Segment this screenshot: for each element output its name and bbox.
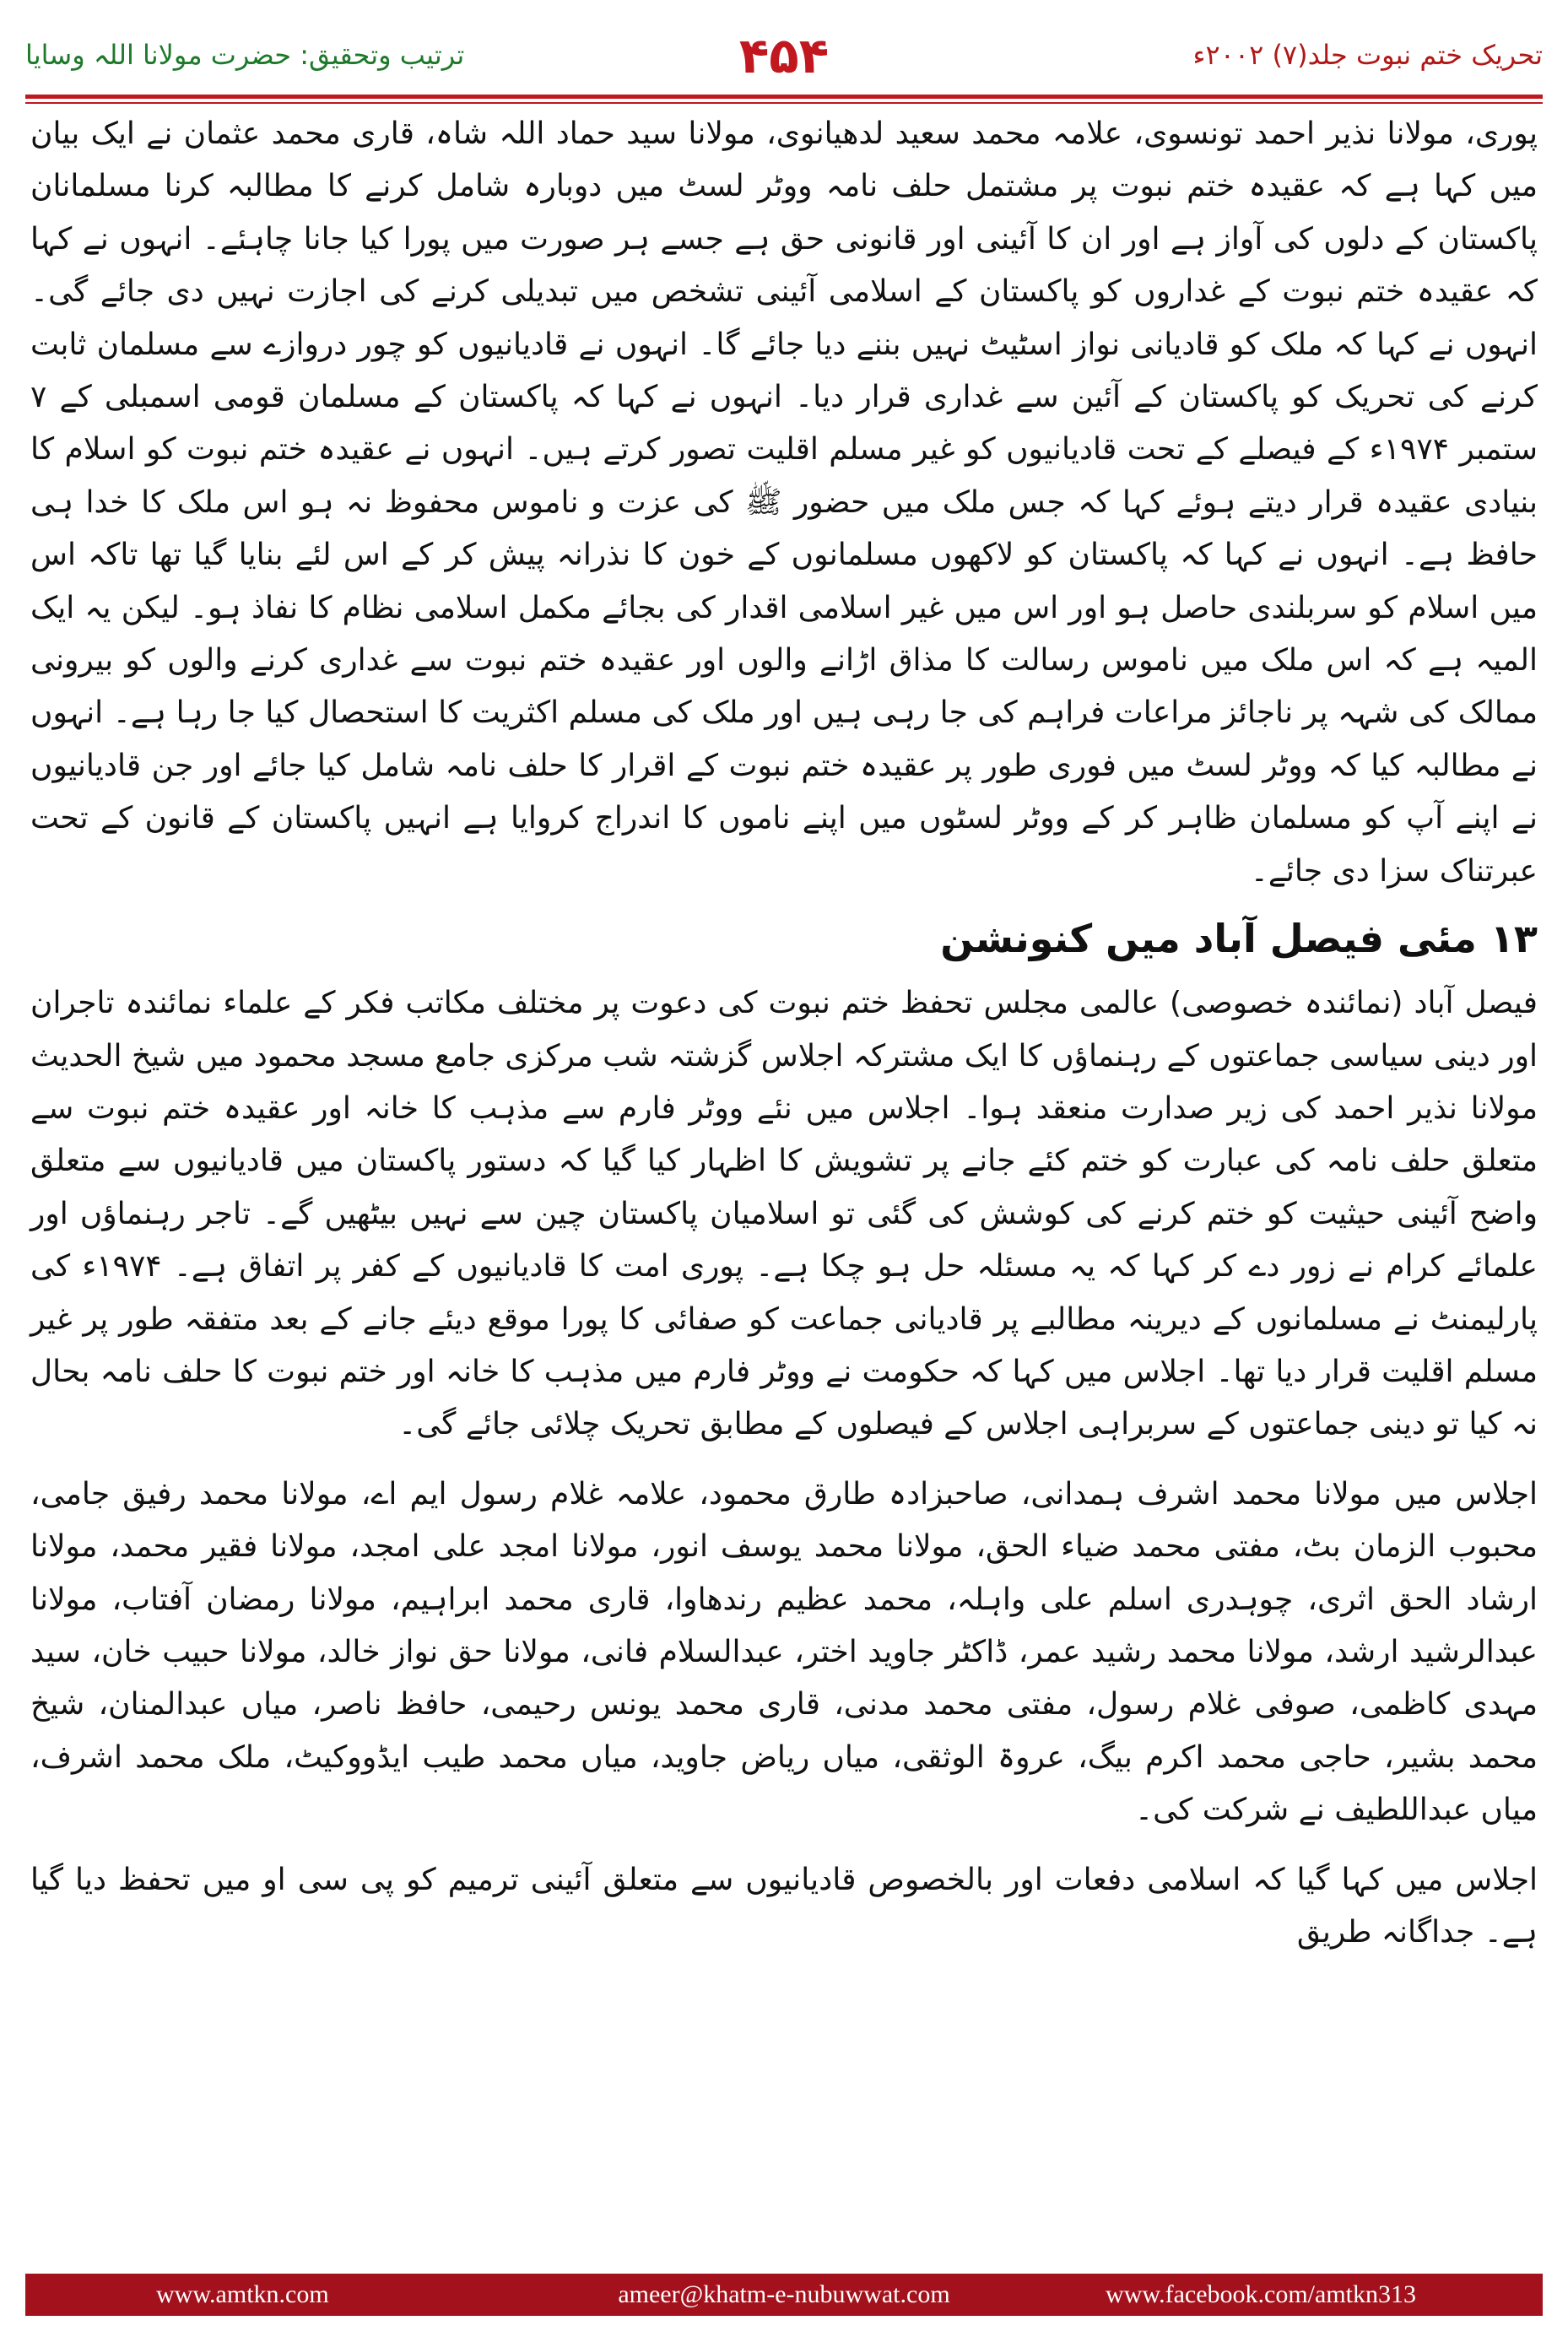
section-heading: ۱۳ مئی فیصل آباد میں کنونشن <box>940 916 1538 962</box>
body-paragraph: فیصل آباد (نمائندہ خصوصی) عالمی مجلس تحفظ ختم نبوت کی دعوت پر مختلف مکاتب فکر کے علماء نمائندہ تاجران اور دینی سیاسی جماعتوں کے رہنماؤں کا ایک مشترکہ اجلاس گزشتہ شب مرکزی جامع مسجد محمود میں شیخ الحدیث مولانا نذیر احمد کی زیر صدارت منعقد ہوا۔ اجلاس میں نئے ووٹر فارم سے مذہب کا خانہ اور عقیدہ ختم نبوت سے متعلق حلف نامہ کی عبارت کو ختم کئے جانے پر تشویش کا اظہار کیا گیا کہ دستور پاکستان میں قادیانیوں سے متعلق واضح آئینی حیثیت کو ختم کرنے کی کوشش کی گئی تو اسلامیان پاکستان چین سے نہیں بیٹھیں گے۔ تاجر رہنماؤں اور علمائے کرام نے زور دے کر کہا کہ یہ مسئلہ حل ہو چکا ہے۔ پوری امت کا قادیانیوں کے کفر پر اتفاق ہے۔ ۱۹۷۴ء کی پارلیمنٹ نے مسلمانوں کے دیرینہ مطالبے پر قادیانی جماعت کو صفائی کا پورا موقع دیئے جانے کے بعد متفقہ طور پر غیر مسلم اقلیت قرار دیا تھا۔ اجلاس میں کہا کہ حکومت نے ووٹر فارم میں مذہب کا خانہ اور ختم نبوت کا حلف نامہ بحال نہ کیا تو دینی جماعتوں کے سربراہی اجلاس کے فیصلوں کے مطابق تحریک چلائی جائے گی۔ <box>30 986 1538 1442</box>
book-title: تحریک ختم نبوت جلد(۷) ۲۰۰۲ء <box>1192 39 1543 71</box>
editor-credit: ترتیب وتحقیق: حضرت مولانا اللہ وسایا <box>25 39 465 71</box>
page-number: ۴۵۴ <box>738 27 830 84</box>
header-divider <box>25 95 1543 99</box>
page-footer <box>25 2274 1543 2316</box>
email-link[interactable]: ameer@khatm-e-nubuwwat.com <box>618 2280 950 2308</box>
body-paragraph: اجلاس میں کہا گیا کہ اسلامی دفعات اور بالخصوص قادیانیوں سے متعلق آئینی ترمیم کو پی سی او میں تحفظ دیا گیا ہے۔ جداگانہ طریق <box>30 1862 1538 1950</box>
website-link[interactable]: www.amtkn.com <box>156 2280 329 2308</box>
header-divider-thin <box>25 102 1543 104</box>
body-paragraph: اجلاس میں مولانا محمد اشرف ہمدانی، صاحبزادہ طارق محمود، علامہ غلام رسول ایم اے، مولانا محمد رفیق جامی، محبوب الزمان بٹ، مفتی محمد ضیاء الحق، مولانا محمد یوسف انور، مولانا امجد علی امجد، مولانا فقیر محمد، مولانا ارشاد الحق اثری، چوہدری اسلم علی واہلہ، محمد عظیم رندھاوا، قاری محمد ابراہیم، مولانا رمضان آفتاب، مولانا عبدالرشید ارشد، مولانا محمد رشید عمر، ڈاکٹر جاوید اختر، عبدالسلام فانی، مولانا حق نواز خالد، مولانا حبیب خان، سید مہدی کاظمی، صوفی غلام رسول، مفتی محمد مدنی، قاری محمد یونس رحیمی، حافظ ناصر، میاں عبدالمنان، شیخ محمد بشیر، حاجی محمد اکرم بیگ، عروۃ الوثقی، میاں ریاض جاوید، میاں محمد طیب ایڈووکیٹ، ملک محمد اشرف، میاں عبداللطیف نے شرکت کی۔ <box>30 1476 1538 1828</box>
page-body <box>30 108 1538 2235</box>
body-paragraph: پوری، مولانا نذیر احمد تونسوی، علامہ محمد سعید لدھیانوی، مولانا سید حماد اللہ شاہ، قاری محمد عثمان نے ایک بیان میں کہا ہے کہ عقیدہ ختم نبوت پر مشتمل حلف نامہ ووٹر لسٹ میں دوبارہ شامل کرنے کا مطالبہ کرنا مسلمانان پاکستان کے دلوں کی آواز ہے اور ان کا آئینی اور قانونی حق ہے جسے ہر صورت میں پورا کیا جانا چاہئے۔ انہوں نے کہا کہ عقیدہ ختم نبوت کے غداروں کو پاکستان کے اسلامی آئینی تشخص میں تبدیلی کرنے کی اجازت نہیں دی جائے گی۔ انہوں نے کہا کہ ملک کو قادیانی نواز اسٹیٹ نہیں بننے دیا جائے گا۔ انہوں نے قادیانیوں کو چور دروازے سے مسلمان ثابت کرنے کی تحریک کو پاکستان کے آئین سے غداری قرار دیا۔ انہوں نے کہا کہ پاکستان کے مسلمان قومی اسمبلی کے ۷ ستمبر ۱۹۷۴ء کے فیصلے کے تحت قادیانیوں کو غیر مسلم اقلیت تصور کرتے ہیں۔ انہوں نے عقیدہ ختم نبوت کو اسلام کا بنیادی عقیدہ قرار دیتے ہوئے کہا کہ جس ملک میں حضور ﷺ کی عزت و ناموس محفوظ نہ ہو اس ملک کا خدا ہی حافظ ہے۔ انہوں نے کہا کہ پاکستان کو لاکھوں مسلمانوں کے خون کا نذرانہ پیش کر کے اس لئے بنایا گیا تھا تاکہ اس میں اسلام کو سربلندی حاصل ہو اور اس میں غیر اسلامی اقدار کی بجائے مکمل اسلامی نظام کا نفاذ ہو۔ لیکن یہ ایک المیہ ہے کہ اس ملک میں ناموس رسالت کا مذاق اڑانے والوں اور عقیدہ ختم نبوت سے غداری کرنے والوں کو بیرونی ممالک کی شہہ پر ناجائز مراعات فراہم کی جا رہی ہیں اور ملک کی مسلم اکثریت کا استحصال کیا جا رہا ہے۔ انہوں نے مطالبہ کیا کہ ووٹر لسٹ میں فوری طور پر عقیدہ ختم نبوت کے اقرار کا حلف نامہ شامل کیا جائے اور جن قادیانیوں نے اپنے آپ کو مسلمان ظاہر کر کے ووٹر لسٹوں میں اپنے ناموں کا اندراج کروایا ہے انہیں پاکستان کے قانون کے تحت عبرتناک سزا دی جائے۔ <box>30 116 1538 889</box>
facebook-link[interactable]: www.facebook.com/amtkn313 <box>1106 2280 1416 2308</box>
page-header <box>25 27 1543 100</box>
